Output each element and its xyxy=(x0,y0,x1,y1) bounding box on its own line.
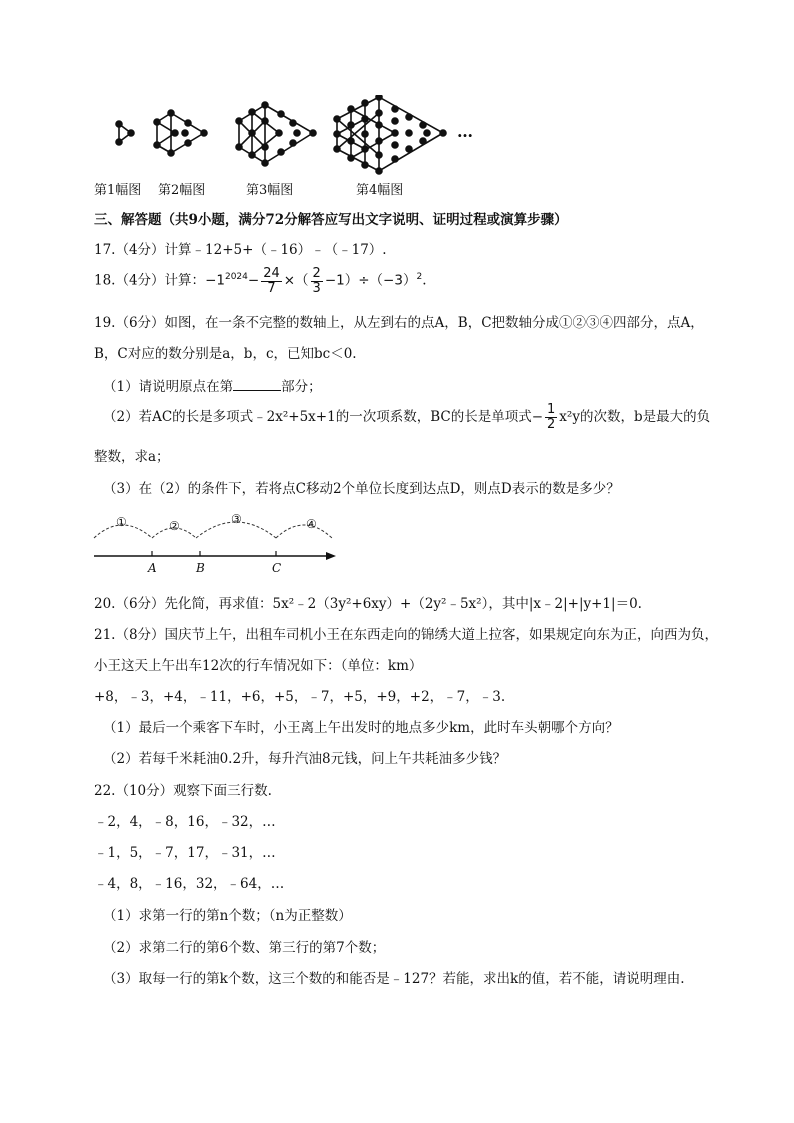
caption-2: 第2幅图 xyxy=(158,183,206,198)
answer-blank xyxy=(233,378,281,391)
q22-row3: ﹣4，8，﹣16，32，﹣64，… xyxy=(94,876,285,892)
q18-exp: 2024 xyxy=(224,272,248,282)
triangle-patterns-figure xyxy=(105,95,485,175)
caption-3: 第3幅图 xyxy=(246,183,294,198)
q18-line: 18.（4分）计算：$-1^{2024}-$ $\frac{24}{7}$ ×（ $\frac{2}{3}$ $-1)\div(-3)^2$. xyxy=(94,265,427,296)
q22-part2: （2）求第二行的第6个数、第三行的第7个数； xyxy=(103,940,386,956)
q19-line2: B，C对应的数分别是a，b，c，已知bc＜0. xyxy=(94,346,357,362)
q19-part1: （1）请说明原点在第 部分； xyxy=(103,379,322,395)
q18-rest: −1）÷（−3） xyxy=(324,272,417,289)
q22-part1: （1）求第一行的第n个数；（n为正整数） xyxy=(103,908,352,924)
q21-part2: （2）若每千米耗油0.2升，每升汽油8元钱，问上午共耗油多少钱？ xyxy=(103,751,507,767)
q21-line2: 小王这天上午出车12次的行车情况如下：（单位：km） xyxy=(94,658,423,674)
pattern-2 xyxy=(154,110,207,156)
q22-row1: ﹣2，4，﹣8，16，﹣32，… xyxy=(94,814,276,830)
point-b-label: B xyxy=(196,561,205,575)
axis-part-1: ① xyxy=(116,515,127,529)
section-heading: 三、解答题（共9小题，满分72分解答应写出文字说明、证明过程或演算步骤） xyxy=(94,212,568,228)
pattern-4 xyxy=(334,95,446,174)
q19-frac: $\frac{1}{2}$ xyxy=(547,402,556,432)
axis-part-4: ④ xyxy=(306,517,317,531)
axis-part-3: ③ xyxy=(231,512,242,526)
q19-part3: （3）在（2）的条件下，若将点C移动2个单位长度到达点D，则点D表示的数是多少？ xyxy=(103,481,620,497)
q19-part2-line2: 整数，求a； xyxy=(94,449,170,465)
number-line-figure xyxy=(92,508,342,576)
q19-line1: 19.（6分）如图，在一条不完整的数轴上，从左到右的点A，B，C把数轴分成①②③④四部分，点A， xyxy=(94,315,704,331)
q18-minus: −1 xyxy=(205,272,225,289)
point-a-label: A xyxy=(148,561,157,575)
caption-1: 第1幅图 xyxy=(94,183,142,198)
q20-text: 20.（6分）先化简，再求值：5x²﹣2（3y²+6xy）+（2y²﹣5x²），其中|x﹣2|+|y+1|＝0. xyxy=(94,596,642,612)
q21-part1: （1）最后一个乘客下车时，小王离上午出发时的地点多少km，此时车头朝哪个方向？ xyxy=(103,720,619,736)
pattern-1 xyxy=(116,121,134,145)
q18-frac1: $\frac{24}{7}$ xyxy=(263,265,280,296)
pattern-3 xyxy=(236,102,316,166)
q22-line1: 22.（10分）观察下面三行数. xyxy=(94,783,272,799)
q22-row2: ﹣1，5，﹣7，17，﹣31，… xyxy=(94,845,276,861)
q22-part3: （3）取每一行的第k个数，这三个数的和能否是﹣127？若能，求出k的值，若不能，请说明理由. xyxy=(103,971,685,987)
q18-exp2: 2 xyxy=(416,272,423,282)
axis-part-2: ② xyxy=(169,519,180,533)
point-c-label: C xyxy=(272,561,282,575)
caption-4: 第4幅图 xyxy=(356,183,404,198)
q17-text: 17.（4分）计算﹣12+5+（﹣16）﹣（﹣17）. xyxy=(94,242,387,258)
q18-times: ×（ xyxy=(283,272,309,289)
q18-frac2: $\frac{2}{3}$ xyxy=(312,265,321,296)
q19-part2: （2）若AC的长是多项式﹣2x²+5x+1的一次项系数，BC的长是单项式− $\frac{1}{2}$ x²y的次数，b是最大的负 xyxy=(103,402,711,432)
q21-data: +8，﹣3，+4，﹣11，+6，+5，﹣7，+5，+9，+2，﹣7，﹣3. xyxy=(94,689,506,705)
q18-end: . xyxy=(422,272,427,289)
q18-prefix: 18.（4分）计算： xyxy=(94,272,206,289)
figure-ellipsis: … xyxy=(457,122,473,141)
q21-line1: 21.（8分）国庆节上午，出租车司机小王在东西走向的锦绣大道上拉客，如果规定向东为正，向西为负， xyxy=(94,627,719,643)
